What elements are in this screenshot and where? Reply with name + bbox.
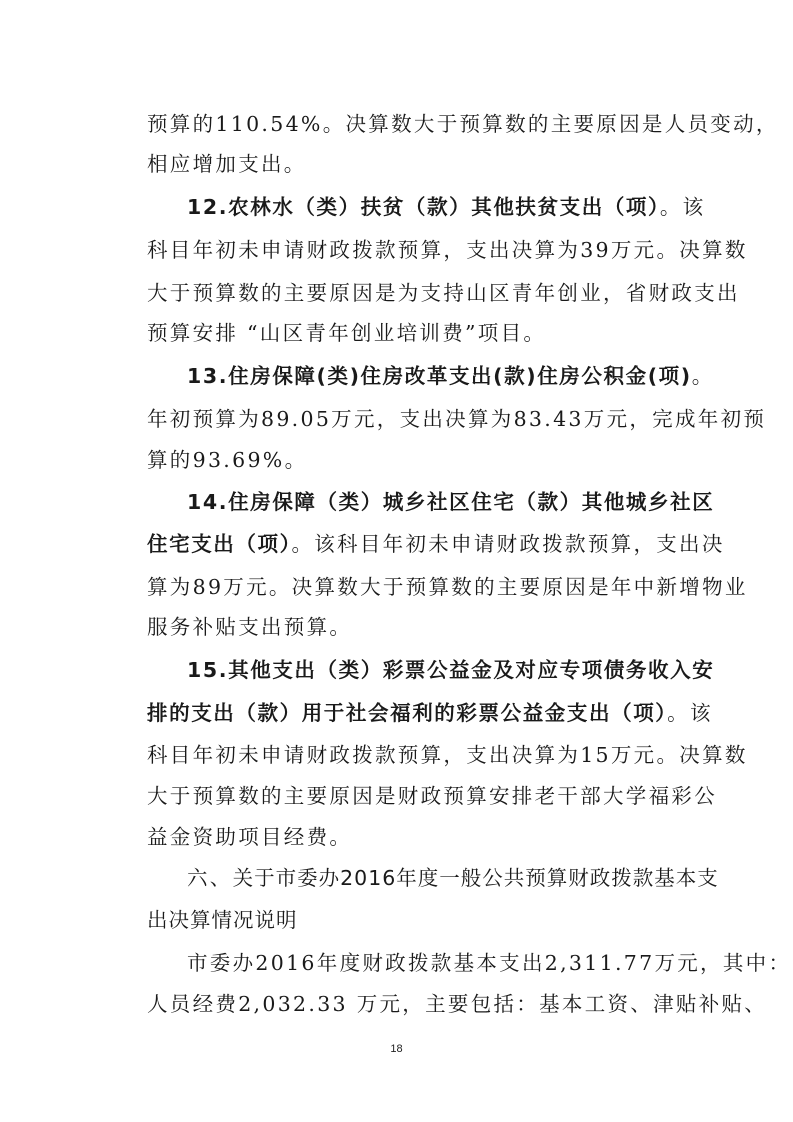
text-line: 益金资助项目经费。 [147, 825, 353, 849]
text-line: 科目年初未申请财政拨款预算，支出决算为15万元。决算数 [147, 743, 748, 767]
item-heading: 13.住房保障(类)住房改革支出(款)住房公积金(项) [187, 364, 692, 388]
text-line: 预算的110.54%。决算数大于预算数的主要原因是人员变动， [147, 112, 779, 136]
text-line [187, 366, 715, 387]
text-line: 大于预算数的主要原因是财政预算安排老干部大学福彩公 [147, 784, 717, 808]
text-line [147, 534, 725, 555]
section-title: 关于市委办2016年度一般公共预算财政拨款基本支 [232, 866, 719, 890]
section-title-continued: 出决算情况说明 [147, 908, 298, 932]
text-line: 科目年初未申请财政拨款预算，支出决算为39万元。决算数 [147, 238, 748, 262]
section-number: 六、 [187, 866, 233, 890]
item-heading-continued: 排的支出（款）用于社会福利的彩票公益金支出（项） [147, 701, 668, 725]
text-line: 服务补贴支出预算。 [147, 615, 353, 639]
text-line: 算为89万元。决算数大于预算数的主要原因是年中新增物业 [147, 575, 748, 599]
text-line [187, 492, 714, 513]
item-heading: 14.住房保障（类）城乡社区住宅（款）其他城乡社区 [187, 490, 715, 514]
item-heading-continued: 住宅支出（项） [147, 532, 292, 556]
text-line: 算的93.69%。 [147, 448, 308, 472]
text-line: 人员经费2,032.33 万元，主要包括：基本工资、津贴补贴、 [147, 992, 768, 1016]
item-text: 。该科目年初未申请财政拨款预算，支出决 [291, 532, 725, 556]
item-text: 。 [691, 364, 715, 388]
text-line: 大于预算数的主要原因是为支持山区青年创业，省财政支出 [147, 281, 740, 305]
text-line [187, 197, 705, 218]
text-line [147, 703, 713, 724]
text-line: 相应增加支出。 [147, 152, 307, 176]
item-heading: 15.其他支出（类）彩票公益金及对应专项债务收入安 [187, 658, 715, 682]
text-line: 预算安排 “山区青年创业培训费”项目。 [147, 321, 547, 345]
text-line: 市委办2016年度财政拨款基本支出2,311.77万元，其中： [187, 951, 792, 975]
text-line [187, 660, 714, 681]
item-heading: 12.农林水（类）扶贫（款）其他扶贫支出（项） [187, 195, 660, 219]
text-line: 年初预算为89.05万元，支出决算为83.43万元，完成年初预 [147, 407, 767, 431]
item-text: 。该 [667, 701, 713, 725]
text-line [187, 868, 719, 889]
item-text: 。该 [659, 195, 706, 219]
page-number: 18 [390, 1043, 403, 1055]
